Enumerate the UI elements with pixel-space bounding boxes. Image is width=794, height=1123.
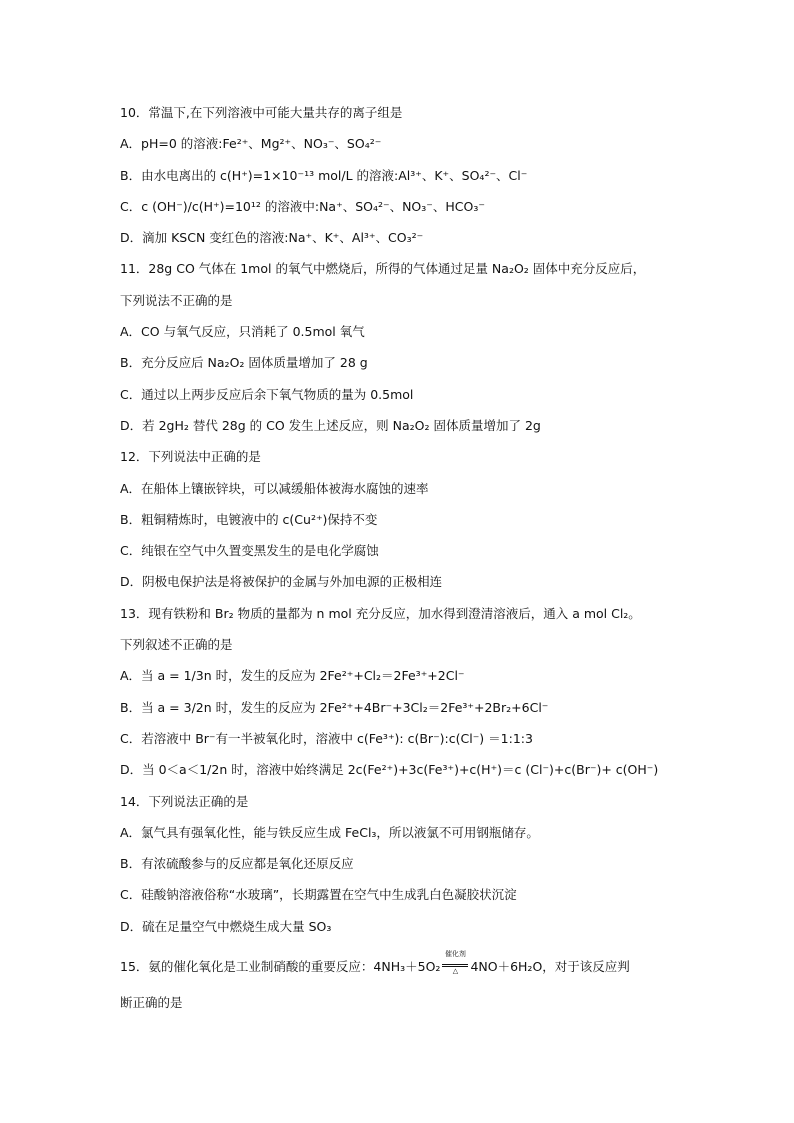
reaction-condition-arrow	[441, 949, 469, 975]
q10-option-b: B．由水电离出的 c(H⁺)=1×10⁻¹³ mol/L 的溶液:Al³⁺、K⁺、SO₄²⁻、Cl⁻	[120, 167, 528, 183]
q13-option-a: A．当 a = 1/3n 时，发生的反应为 2Fe²⁺+Cl₂＝2Fe³⁺+2Cl⁻	[120, 668, 465, 684]
heat-symbol: △	[452, 966, 459, 975]
q13-option-d: D．当 0＜a＜1/2n 时，溶液中始终满足 2c(Fe²⁺)+3c(Fe³⁺)+c(H⁺)＝c (Cl⁻)+c(Br⁻)+ c(OH⁻)	[120, 762, 659, 778]
q14-stem: 14．下列说法正确的是	[120, 793, 249, 809]
q12-option-a: A．在船体上镶嵌锌块，可以减缓船体被海水腐蚀的速率	[120, 480, 429, 496]
q12-option-b: B．粗铜精炼时，电镀液中的 c(Cu²⁺)保持不变	[120, 511, 378, 527]
q13-stem-line1: 13．现有铁粉和 Br₂ 物质的量都为 n mol 充分反应，加水得到澄清溶液后，通入 a mol Cl₂。	[120, 605, 641, 621]
q14-option-a: A．氯气具有强氧化性，能与铁反应生成 FeCl₃，所以液氯不可用钢瓶储存。	[120, 824, 539, 840]
q10-option-c: C．c (OH⁻)/c(H⁺)=10¹² 的溶液中:Na⁺、SO₄²⁻、NO₃⁻、HCO₃⁻	[120, 198, 485, 214]
q15-stem-line2: 断正确的是	[120, 994, 183, 1010]
catalyst-label: 催化剂	[444, 949, 466, 958]
q13-stem-line2: 下列叙述不正确的是	[120, 637, 233, 653]
q13-option-b: B．当 a = 3/2n 时，发生的反应为 2Fe²⁺+4Br⁻+3Cl₂＝2Fe³⁺+2Br₂+6Cl⁻	[120, 699, 549, 715]
q12-option-d: D．阴极电保护法是将被保护的金属与外加电源的正极相连	[120, 574, 443, 590]
exam-page	[120, 101, 680, 1022]
q15-stem-pre: 15．氨的催化氧化是工业制硝酸的重要反应：4NH₃＋5O₂	[120, 958, 441, 974]
q13-option-c: C．若溶液中 Br⁻有一半被氧化时，溶液中 c(Fe³⁺): c(Br⁻):c(Cl⁻) ＝1:1:3	[120, 730, 533, 746]
q10-option-a: A．pH=0 的溶液:Fe²⁺、Mg²⁺、NO₃⁻、SO₄²⁻	[120, 136, 382, 152]
q11-option-c: C．通过以上两步反应后余下氧气物质的量为 0.5mol	[120, 386, 414, 402]
q14-option-d: D．硫在足量空气中燃烧生成大量 SO₃	[120, 918, 332, 934]
q10-option-d: D．滴加 KSCN 变红色的溶液:Na⁺、K⁺、Al³⁺、CO₃²⁻	[120, 230, 424, 246]
q14-option-b: B．有浓硫酸参与的反应都是氧化还原反应	[120, 856, 354, 872]
q11-option-b: B．充分反应后 Na₂O₂ 固体质量增加了 28 g	[120, 355, 368, 371]
q10-stem: 10．常温下,在下列溶液中可能大量共存的离子组是	[120, 105, 403, 120]
q11-option-a: A．CO 与氧气反应，只消耗了 0.5mol 氧气	[120, 324, 365, 340]
q11-option-d: D．若 2gH₂ 替代 28g 的 CO 发生上述反应，则 Na₂O₂ 固体质量增加了 2g	[120, 417, 541, 433]
q14-option-c: C．硅酸钠溶液俗称“水玻璃”，长期露置在空气中生成乳白色凝胶状沉淀	[120, 887, 517, 903]
q12-option-c: C．纯银在空气中久置变黑发生的是电化学腐蚀	[120, 543, 379, 559]
q11-stem-line1: 11．28g CO 气体在 1mol 的氧气中燃烧后，所得的气体通过足量 Na₂O₂ 固体中充分反应后，	[120, 261, 646, 277]
q11-stem-line2: 下列说法不正确的是	[120, 292, 233, 308]
q12-stem: 12．下列说法中正确的是	[120, 449, 261, 465]
q15-stem-line1	[120, 949, 680, 991]
q15-stem-post: 4NO＋6H₂O，对于该反应判	[470, 958, 630, 974]
